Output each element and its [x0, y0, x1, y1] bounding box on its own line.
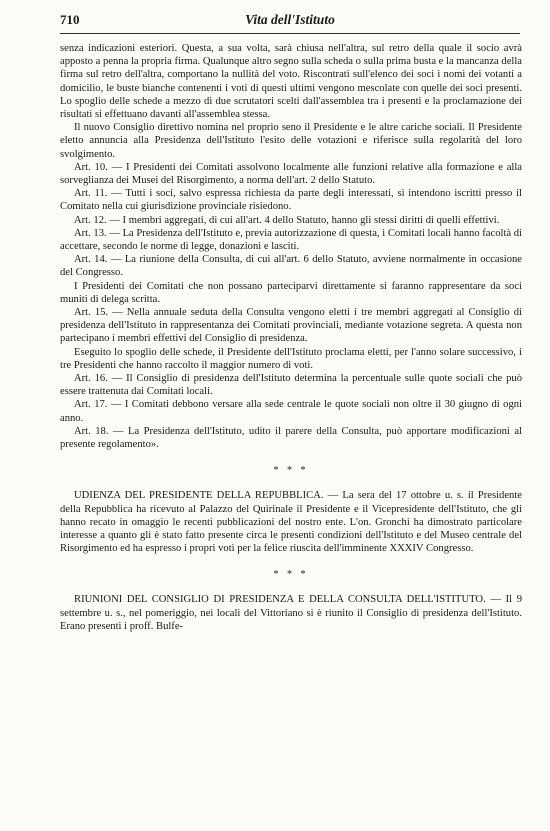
- article-17: Art. 17. — I Comitati debbono versare alla sede centrale le quote sociali non oltre il 30 giugno di ogni anno.: [60, 399, 522, 424]
- article-12: Art. 12. — I membri aggregati, di cui all'art. 4 dello Statuto, hanno gli stessi diritti di quelli effettivi.: [74, 214, 500, 226]
- article-10: Art. 10. — I Presidenti dei Comitati assolvono localmente alle funzioni relative alla formazione e alla sorveglianza dei Musei del Risorgimento, a norma dell'art. 2 dello Statuto.: [60, 161, 522, 187]
- body-text: [60, 42, 522, 633]
- header-rule: [60, 33, 520, 34]
- udienza-section: UDIENZA DEL PRESIDENTE DELLA REPUBBLICA. — La sera del 17 ottobre u. s. il Presidente della Repubblica ha ricevuto al Palazzo del Quirinale il Presidente e il Vicepresidente dell'Istituto, che gli hanno recato in omaggio le recenti pubblicazioni del nostro ente. L'on. Gronchi ha dimostrato particolare interesse a quanto gli è stato fatto presente circa le presenti condizioni dell'Istituto e del Museo centrale del Risorgimento ed ha espresso i propri voti per la felice riuscita dell'imminente XXXIV Congresso.: [60, 490, 522, 555]
- running-title: Vita dell'Istituto: [245, 12, 335, 27]
- article-14: Art. 14. — La riunione della Consulta, di cui all'art. 6 dello Statuto, avviene normalmente in occasione del Congresso.: [60, 254, 522, 279]
- article-15: Art. 15. — Nella annuale seduta della Consulta vengono eletti i tre membri aggregati al Consiglio di presidenza dell'Istituto in rappresentanza dei Comitati provinciali, mediante votazione segreta. A questa non partecipano i membri effettivi del Consiglio di presidenza.: [60, 307, 522, 345]
- section-separator: * * *: [273, 569, 309, 581]
- article-13: Art. 13. — La Presidenza dell'Istituto e, previa autorizzazione di questa, i Comitati locali hanno facoltà di accettare, secondo le norme di legge, donazioni e lasciti.: [60, 227, 522, 253]
- paragraph: senza indicazioni esteriori. Questa, a sua volta, sarà chiusa nell'altra, sul retro della quale il socio avrà apposto a penna la propria firma. Qualunque altro segno sulla scheda o sulla prima busta e la mancanza della firma sul retro dell'altra, comportano la nullità del voto. Riscontrati sull'elenco dei soci i nomi dei votanti a domicilio, le buste bianche contenenti i voti di questi ultimi vengono mescolate con quelle dei soci presenti. Lo spoglio delle schede a mezzo di due scrutatori scelti dall'assemblea tra i presenti e la proclamazione dei risultati si effettuano davanti all'assemblea stessa.: [60, 43, 522, 121]
- article-16: Art. 16. — Il Consiglio di presidenza dell'Istituto determina la percentuale sulle quote sociali che può essere trattenuta dai Comitati locali.: [60, 373, 522, 398]
- article-11: Art. 11. — Tutti i soci, salvo espressa richiesta da parte degli interessati, si intendono iscritti presso il Comitato nella cui giurisdizione provinciale risiedono.: [60, 188, 522, 213]
- page-header: [60, 10, 520, 32]
- section-separator: * * *: [273, 465, 309, 477]
- paragraph: I Presidenti dei Comitati che non possano parteciparvi direttamente si faranno rappresentare da soci muniti di delega scritta.: [60, 280, 522, 305]
- page-number: 710: [60, 12, 80, 27]
- riunioni-section: RIUNIONI DEL CONSIGLIO DI PRESIDENZA E DELLA CONSULTA DELL'ISTITUTO. — Il 9 settembre u. s., nel pomeriggio, nei locali del Vittoriano si è riunito il Consiglio di presidenza dell'Istituto. Erano presenti i proff. Bulfe-: [60, 594, 522, 632]
- article-18: Art. 18. — La Presidenza dell'Istituto, udito il parere della Consulta, può apportare modificazioni al presente regolamento».: [60, 425, 522, 451]
- paragraph: Eseguito lo spoglio delle schede, il Presidente dell'Istituto proclama eletti, per l'anno solare successivo, i tre Presidenti che hanno raccolto il maggior numero di voti.: [60, 346, 522, 371]
- paragraph: Il nuovo Consiglio direttivo nomina nel proprio seno il Presidente e le altre cariche sociali. Il Presidente eletto annuncia alla Presidenza dell'Istituto l'esito delle votazioni e riferisce sulla regolarità del loro svolgimento.: [60, 122, 522, 160]
